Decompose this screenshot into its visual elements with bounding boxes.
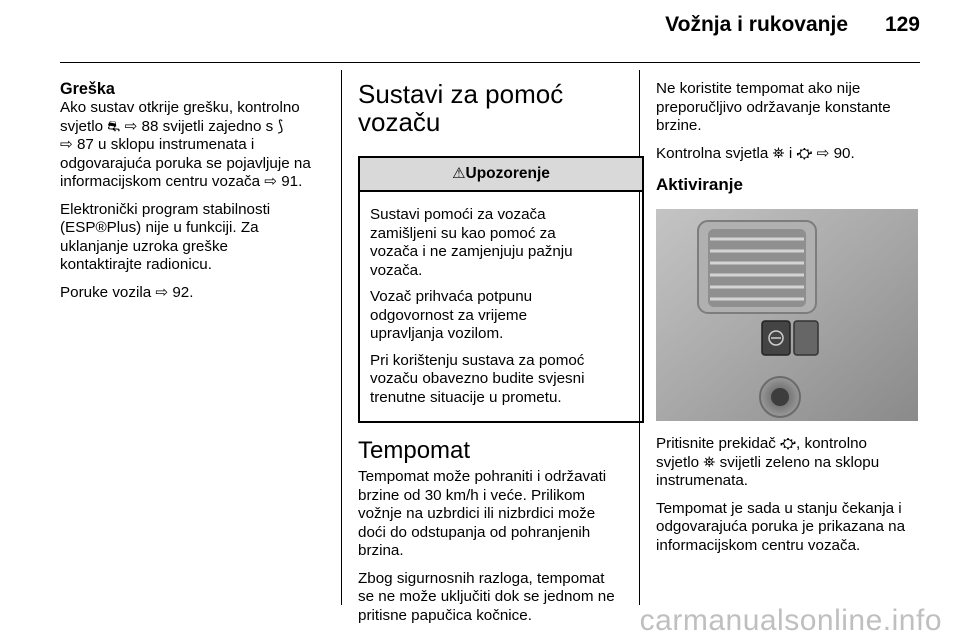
poruke-reference: Poruke vozila ⇨ 92. [60, 283, 194, 301]
tempomat-paragraph [358, 468, 628, 561]
column-3 [656, 80, 924, 564]
text-line: vožnje na uzbrdici ili nizbrdici može [358, 505, 596, 522]
text-line: Tempomat je sada u stanju čekanja i [656, 499, 902, 517]
text-line: brzine. [656, 117, 702, 134]
text-line: vozača i ne zamjenjuju pažnju [370, 243, 573, 260]
text-line: upravljanja vozilom. [370, 325, 504, 342]
text-line: svjetlo ⛯ svijetli zeleno na sklopu [656, 453, 880, 471]
title-line: Sustavi za pomoć [358, 79, 564, 109]
warning-paragraph [370, 352, 632, 408]
section-title-sustavi [358, 80, 628, 136]
text-line: Sustavi pomoći za vozača [370, 206, 546, 223]
section-heading-greska: Greška [60, 80, 115, 98]
text-line: informacijskom centru vozača. [656, 536, 861, 554]
socket-icon [760, 377, 800, 417]
warning-box [358, 156, 644, 423]
warning-body [360, 192, 642, 421]
tempomat-safety-paragraph [358, 570, 628, 626]
text-line: Elektronički program stabilnosti [60, 200, 271, 218]
text-line: pritisne papučica kočnice. [358, 606, 532, 624]
text-line: informacijskom centru vozača ⇨ 91. [60, 173, 303, 190]
text-line: zamišljeni su kao pomoć za [370, 224, 556, 242]
text-line: Ne koristite tempomat ako nije [656, 80, 861, 97]
cruise-switch-photo [656, 209, 918, 421]
text-line: se ne može uključiti dok se jednom ne [358, 588, 615, 605]
page-number: 129 [884, 13, 920, 36]
text-line: preporučljivo održavanje konstante [656, 98, 891, 116]
control-lights-reference: Kontrolna svjetla ⛯ i ⛮ ⇨ 90. [656, 144, 855, 162]
text-line: kontaktirajte radionicu. [60, 256, 212, 273]
text-line: odgovarajuća poruka je prikazana na [656, 518, 906, 535]
warning-paragraph [370, 288, 632, 344]
text-line: doći do odstupanja od pohranjenih [358, 523, 591, 541]
text-line: Tempomat može pohraniti i održavati [358, 468, 607, 485]
text-line: vozaču obavezno budite svjesni [370, 370, 585, 387]
warning-paragraph [370, 206, 632, 280]
column-2 [358, 80, 628, 634]
text-line: Vozač prihvaća potpunu [370, 288, 533, 305]
standby-paragraph [656, 500, 924, 556]
aktiviranje-paragraph [656, 435, 924, 491]
header-title: Vožnja i rukovanje [665, 13, 848, 36]
title-line: vozaču [358, 107, 441, 137]
text-line: odgovornost za vrijeme [370, 306, 528, 324]
text-line: vozača. [370, 261, 423, 279]
tempomat-usage-paragraph [656, 80, 924, 136]
text-line: svjetlo ⛐ ⇨ 88 svijetli zajedno s ⟆ [60, 117, 284, 135]
warning-label: Upozorenje [465, 165, 550, 182]
header-rule [60, 62, 920, 63]
column-1 [60, 80, 332, 311]
text-line: Pri korištenju sustava za pomoć [370, 351, 585, 369]
text-line: trenutne situacije u prometu. [370, 388, 562, 406]
cruise-control-switch-icon [762, 321, 790, 355]
text-line: Ako sustav otkrije grešku, kontrolno [60, 99, 300, 116]
text-line: (ESP®Plus) nije u funkciji. Za [60, 219, 259, 236]
text-line: brzine od 30 km/h i veće. Prilikom [358, 486, 586, 504]
text-line: Pritisnite prekidač ⛮, kontrolno [656, 435, 867, 452]
air-vent-icon [698, 221, 816, 313]
text-line: brzina. [358, 542, 404, 559]
text-line: Zbog sigurnosnih razloga, tempomat [358, 569, 605, 587]
text-line: instrumenata. [656, 472, 749, 489]
text-line: ⇨ 87 u sklopu instrumenata i [60, 136, 255, 153]
esp-paragraph [60, 201, 332, 275]
text-line: odgovarajuća poruka se pojavljuje na [60, 154, 311, 172]
text-line: uklanjanje uzroka greške [60, 237, 229, 255]
warning-triangle-icon: ⚠ [452, 165, 466, 182]
blank-switch-icon [794, 321, 818, 355]
watermark: carmanualsonline.info [639, 604, 942, 637]
warning-header [360, 158, 642, 192]
column-divider-1 [341, 70, 342, 605]
section-heading-aktiviranje: Aktiviranje [656, 175, 743, 194]
section-title-tempomat: Tempomat [358, 437, 471, 464]
greska-paragraph [60, 99, 332, 192]
